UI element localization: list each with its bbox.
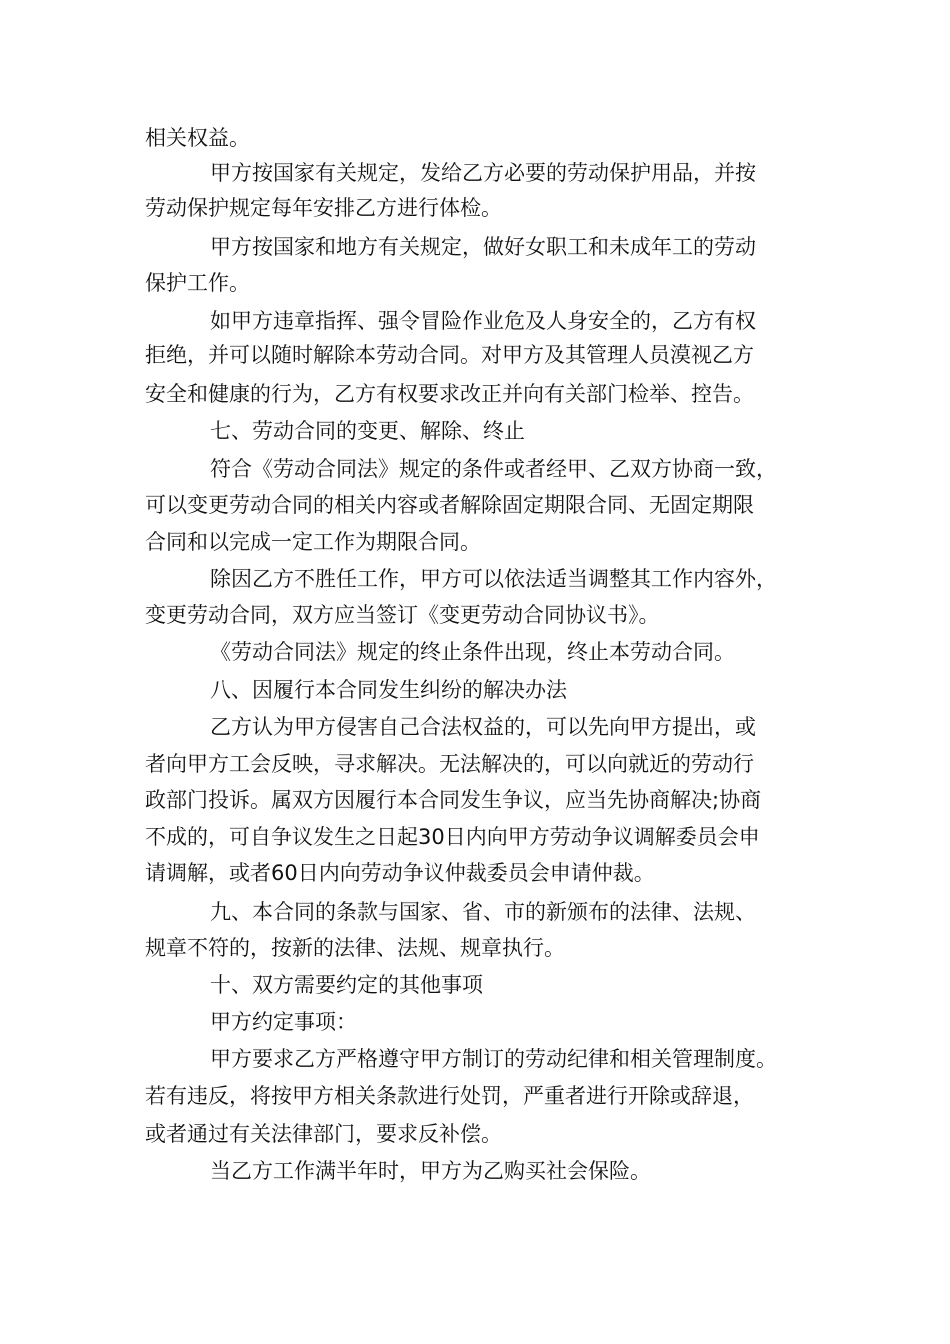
section-heading: 八、因履行本合同发生纠纷的解决办法 [210, 678, 567, 702]
text-line: 合同和以完成一定工作为期限合同。 [145, 530, 481, 554]
text-line: 劳动保护规定每年安排乙方进行体检。 [145, 196, 502, 220]
text-line: 变更劳动合同，双方应当签订《变更劳动合同协议书》。 [145, 603, 660, 627]
text-line: 符合《劳动合同法》规定的条件或者经甲、乙双方协商一致， [210, 457, 777, 481]
text-line: 如甲方违章指挥、强令冒险作业危及人身安全的，乙方有权 [210, 309, 756, 333]
text-line: 请调解，或者60日内向劳动争议仲裁委员会申请仲裁。 [145, 861, 655, 885]
text-line: 政部门投诉。属双方因履行本合同发生争议，应当先协商解决;协商 [145, 788, 762, 812]
text-line: 拒绝，并可以随时解除本劳动合同。对甲方及其管理人员漠视乙方 [145, 343, 754, 367]
text-line: 规章不符的，按新的法律、法规、规章执行。 [145, 936, 565, 960]
text-line: 可以变更劳动合同的相关内容或者解除固定期限合同、无固定期限 [145, 493, 754, 517]
text-line: 《劳动合同法》规定的终止条件出现，终止本劳动合同。 [210, 640, 735, 664]
text-line: 相关权益。 [145, 126, 250, 150]
text-line: 或者通过有关法律部门，要求反补偿。 [145, 1122, 502, 1146]
text-line: 除因乙方不胜任工作，甲方可以依法适当调整其工作内容外， [210, 567, 777, 591]
section-heading: 七、劳动合同的变更、解除、终止 [210, 419, 525, 443]
text-line: 者向甲方工会反映，寻求解决。无法解决的，可以向就近的劳动行 [145, 752, 754, 776]
text-line: 安全和健康的行为，乙方有权要求改正并向有关部门检举、控告。 [145, 382, 754, 406]
text-line: 保护工作。 [145, 271, 250, 295]
section-heading: 九、本合同的条款与国家、省、市的新颁布的法律、法规、 [210, 900, 756, 924]
text-line: 不成的，可自争议发生之日起30日内向甲方劳动争议调解委员会申 [145, 825, 760, 849]
text-line: 当乙方工作满半年时，甲方为乙购买社会保险。 [210, 1159, 651, 1183]
text-line: 甲方按国家有关规定，发给乙方必要的劳动保护用品，并按 [210, 161, 756, 185]
text-line: 甲方按国家和地方有关规定，做好女职工和未成年工的劳动 [210, 235, 756, 259]
text-line: 乙方认为甲方侵害自己合法权益的，可以先向甲方提出，或 [210, 715, 756, 739]
text-line: 甲方约定事项： [210, 1010, 357, 1034]
text-line: 若有违反，将按甲方相关条款进行处罚，严重者进行开除或辞退， [145, 1084, 754, 1108]
section-heading: 十、双方需要约定的其他事项 [210, 973, 483, 997]
text-line: 甲方要求乙方严格遵守甲方制订的劳动纪律和相关管理制度。 [210, 1047, 777, 1071]
